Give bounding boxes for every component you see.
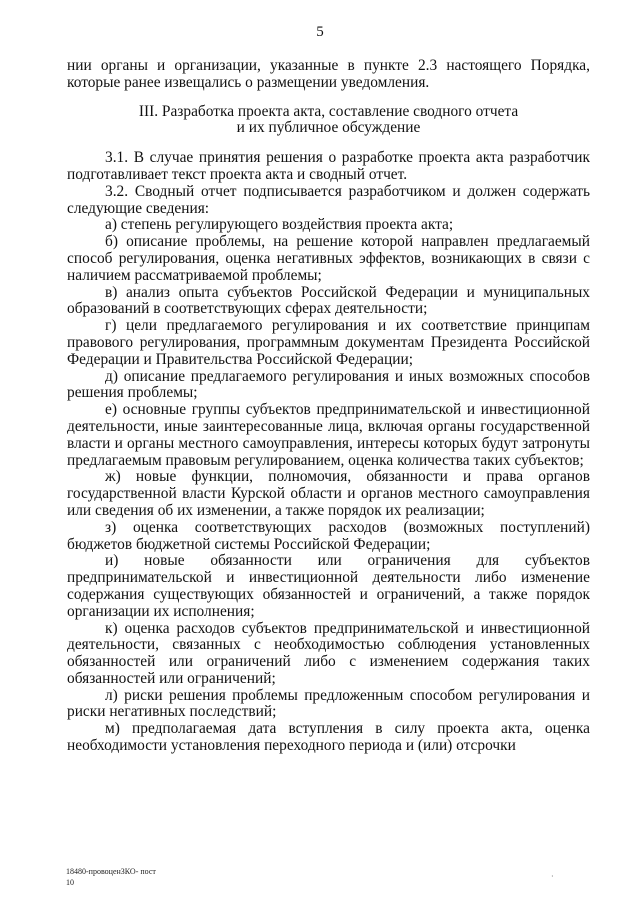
- continuation-paragraph: нии органы и организации, указанные в пункте 2.3 настоящего Порядка, которые ранее извещались о размещении уведомления.: [67, 57, 590, 91]
- list-item-g: г) цели предлагаемого регулирования и их соответствие принципам правового регулирования, программным документам Президента Российской Федерации и Правительства Российской Федерации;: [67, 317, 590, 368]
- section-heading-line1: III. Разработка проекта акта, составление сводного отчета: [138, 102, 519, 120]
- list-item-b: б) описание проблемы, на решение которой направлен предлагаемый способ регулирования, оценка негативных эффектов, возникающих в связи с наличием рассматриваемой проблемы;: [67, 233, 590, 284]
- page-number: 5: [316, 24, 324, 40]
- footer-sheet-number: 10: [66, 878, 74, 887]
- list-item-z: з) оценка соответствующих расходов (возможных поступлений) бюджетов бюджетной системы Российской Федерации;: [67, 518, 590, 553]
- list-item-zh: ж) новые функции, полномочия, обязанности и права органов государственной власти Курской области и органов местного самоуправления или сведения об их изменении, а также порядок их реализации;: [67, 468, 590, 519]
- document-footer: [66, 866, 156, 888]
- list-item-k: к) оценка расходов субъектов предпринимательской и инвестиционной деятельности, связанных с необходимостью соблюдения установленных обязанностей или ограничений либо с изменением содержания таких обязанностей или ограничений;: [67, 619, 590, 687]
- section-heading: [67, 104, 590, 138]
- document-body: [67, 58, 590, 755]
- list-item-a: а) степень регулирующего воздействия проекта акта;: [105, 216, 454, 234]
- list-item-e: е) основные группы субъектов предпринимательской и инвестиционной деятельности, иные заинтересованные лица, включая органы государственной власти и органы местного самоуправления, интересы которых будут затронуты предлагаемым правовым регулированием, оценка количества таких субъектов;: [67, 401, 590, 469]
- list-item-l: л) риски решения проблемы предложенным способом регулирования и риски негативных последствий;: [67, 686, 590, 721]
- list-item-m: м) предполагаемая дата вступления в силу проекта акта, оценка необходимости установления переходного периода и (или) отсрочки: [67, 720, 590, 755]
- section-heading-line2: и их публичное обсуждение: [236, 119, 421, 137]
- paragraph-3-1: 3.1. В случае принятия решения о разработке проекта акта разработчик подготавливает текст проекта акта и сводный отчет.: [67, 149, 590, 183]
- list-item-i: и) новые обязанности или ограничения для субъектов предпринимательской и инвестиционной деятельности либо изменение содержания существующих обязанностей и ограничений, а также порядок организации их исполнения;: [67, 552, 590, 620]
- list-item-v: в) анализ опыта субъектов Российской Федерации и муниципальных образований в соответствующих сферах деятельности;: [67, 283, 590, 318]
- paragraph-3-2: 3.2. Сводный отчет подписывается разработчиком и должен содержать следующие сведения:: [67, 182, 590, 217]
- corner-mark: ·: [551, 872, 554, 881]
- footer-file-code: 18480-провоценЗКО- пост: [66, 867, 156, 876]
- list-item-d: д) описание предлагаемого регулирования и иных возможных способов решения проблемы;: [67, 367, 590, 402]
